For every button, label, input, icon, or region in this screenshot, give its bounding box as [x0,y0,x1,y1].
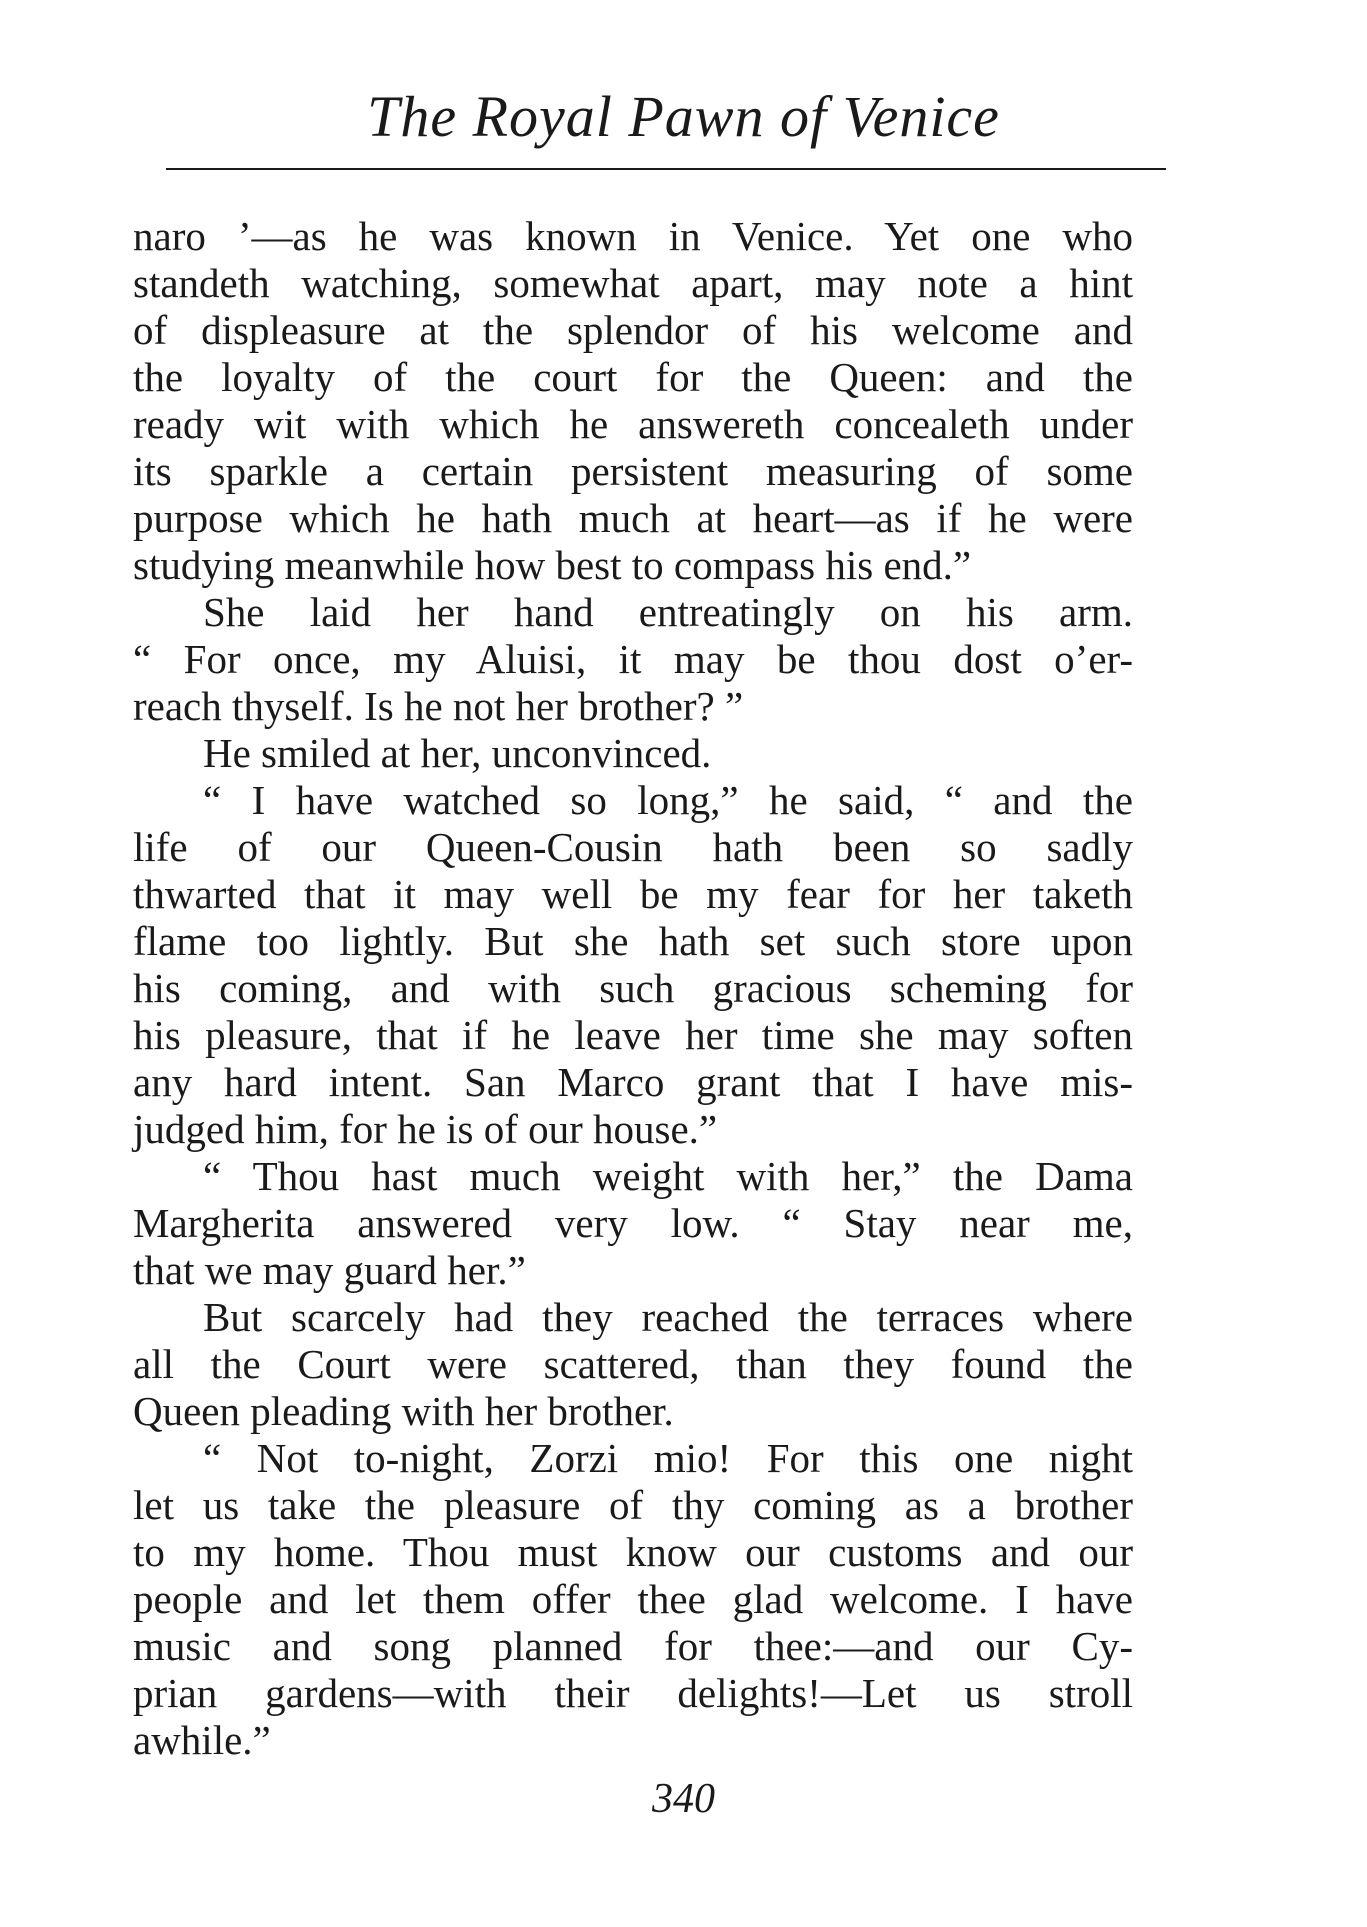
text-line: studying meanwhile how best to compass his end.” [133,542,972,588]
text-line: purpose which he hath much at heart—as if he were [133,495,1133,541]
text-line: the loyalty of the court for the Queen: and the [133,354,1133,400]
text-line: Margherita answered very low. “ Stay near me, [133,1200,1133,1246]
text-line: “ Not to-night, Zorzi mio! For this one night [203,1435,1133,1481]
text-line: “ For once, my Aluisi, it may be thou dost o’er- [133,636,1133,682]
text-line: all the Court were scattered, than they found the [133,1341,1133,1387]
text-line: Queen pleading with her brother. [133,1388,674,1434]
body-text [133,213,1133,1764]
text-line: its sparkle a certain persistent measuring of some [133,448,1133,494]
text-line: She laid her hand entreatingly on his arm. [203,589,1133,635]
text-line: ready wit with which he answereth concealeth under [133,401,1133,447]
page-number: 340 [652,1776,715,1822]
text-line: to my home. Thou must know our customs and our [133,1529,1133,1575]
header-rule [166,168,1166,170]
text-line: “ Thou hast much weight with her,” the Dama [203,1153,1133,1199]
text-line: awhile.” [133,1717,271,1763]
text-line: reach thyself. Is he not her brother? ” [133,683,744,729]
running-title: The Royal Pawn of Venice [367,84,1000,149]
text-line: thwarted that it may well be my fear for her taketh [133,871,1133,917]
text-line: his coming, and with such gracious scheming for [133,965,1133,1011]
text-line: flame too lightly. But she hath set such store upon [133,918,1133,964]
text-line: He smiled at her, unconvinced. [203,730,712,776]
text-line: “ I have watched so long,” he said, “ and the [203,777,1133,823]
text-line: any hard intent. San Marco grant that I have mis- [133,1059,1133,1105]
text-line: his pleasure, that if he leave her time she may soften [133,1012,1133,1058]
text-line: let us take the pleasure of thy coming as a brother [133,1482,1133,1528]
text-line: life of our Queen-Cousin hath been so sadly [133,824,1133,870]
text-line: of displeasure at the splendor of his welcome and [133,307,1133,353]
text-line: music and song planned for thee:—and our Cy- [133,1623,1133,1669]
text-line: prian gardens—with their delights!—Let us stroll [133,1670,1133,1716]
text-line: But scarcely had they reached the terraces where [203,1294,1133,1340]
text-line: people and let them offer thee glad welcome. I have [133,1576,1133,1622]
text-line: that we may guard her.” [133,1247,526,1293]
text-line: judged him, for he is of our house.” [133,1106,718,1152]
text-line: standeth watching, somewhat apart, may note a hint [133,260,1133,306]
text-line: naro ’—as he was known in Venice. Yet one who [133,213,1133,259]
